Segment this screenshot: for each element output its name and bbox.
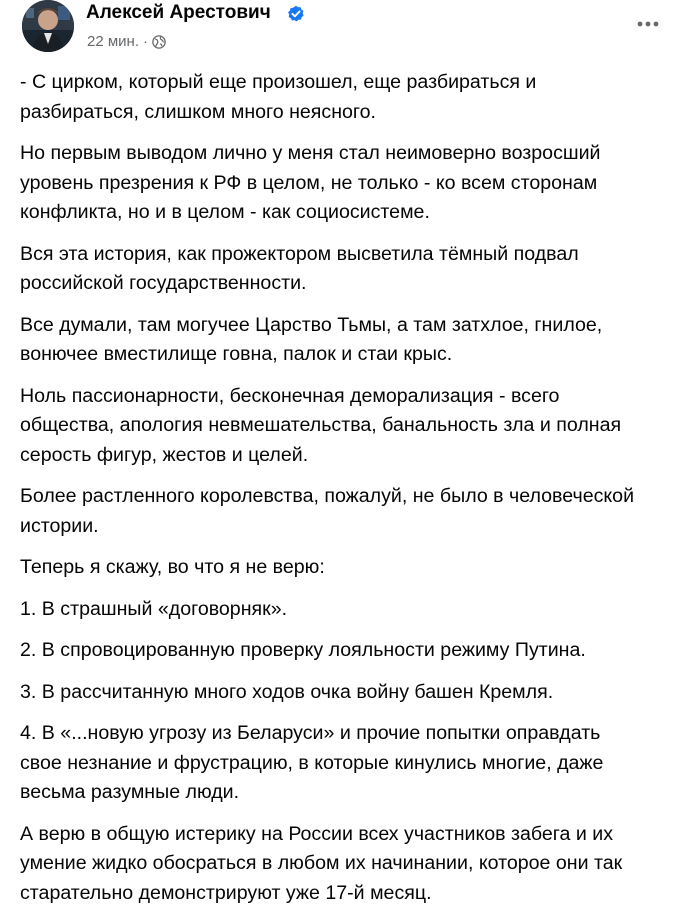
post-text-line: серость фигур, жестов и целей.: [20, 443, 309, 466]
post-text-line: 1. В страшный «договорняк».: [20, 597, 288, 620]
post-text-line: Теперь я скажу, во что я не верю:: [20, 556, 325, 578]
post-text-line: вонючее вместилище говна, палок и стаи крыс.: [20, 343, 453, 365]
post-paragraph: [20, 678, 680, 708]
post-paragraph: [20, 719, 680, 808]
post-text-line: разбираться, слишком много неясного.: [20, 100, 376, 123]
post-time[interactable]: 22 мин.: [87, 33, 139, 50]
avatar[interactable]: [22, 0, 74, 52]
post-text-line: Все думали, там могучее Царство Тьмы, а там затхлое, гнилое,: [20, 313, 603, 336]
meta-separator: ·: [143, 33, 148, 50]
post-text-line: А верю в общую истерику на России всех участников забега и их: [20, 822, 613, 845]
post-paragraph: [20, 382, 680, 471]
more-dots-icon: [636, 20, 660, 28]
post-text-line: конфликта, но и в целом - как социосистеме.: [20, 201, 430, 223]
post-text-line: - С цирком, который еще произошел, еще разбираться и: [20, 71, 537, 93]
post-paragraph: [20, 820, 680, 909]
post-text-line: 4. В «...новую угрозу из Беларуси» и прочие попытки оправдать: [20, 722, 601, 744]
post-paragraph: [20, 595, 680, 625]
verified-badge-icon: [287, 5, 305, 23]
post-text-line: Вся эта история, как прожектором высветила тёмный подвал: [20, 242, 579, 265]
post-text-line: умение жидко обосраться в любом их начинании, которое они так: [20, 852, 623, 874]
post-text-line: уровень презрения к РФ в целом, не только - ко всем сторонам: [20, 171, 598, 194]
post-paragraph: [20, 553, 680, 583]
post-header: [0, 0, 690, 62]
post-paragraph: [20, 311, 680, 370]
post-paragraph: [20, 68, 680, 127]
post-text-line: старательно демонстрируют уже 17-й месяц.: [20, 881, 432, 904]
post-text-line: российской государственности.: [20, 272, 307, 294]
post-text-line: истории.: [20, 514, 99, 537]
post-paragraph: [20, 139, 680, 228]
avatar-image: [22, 0, 74, 52]
post-text-line: 3. В рассчитанную много ходов очка войну башен Кремля.: [20, 680, 554, 703]
post-text-line: весьма разумные люди.: [20, 781, 240, 803]
post-paragraph: [20, 636, 680, 666]
post-paragraph: [20, 240, 680, 299]
post-text-line: общества, апология невмешательства, банальность зла и полная: [20, 414, 622, 436]
more-options-button[interactable]: [630, 10, 666, 38]
post-text-line: Ноль пассионарности, бесконечная деморализация - всего: [20, 384, 560, 407]
post-text: [20, 68, 680, 920]
post-text-line: Но первым выводом лично у меня стал неимоверно возросший: [20, 142, 601, 164]
globe-icon: [152, 35, 166, 49]
author-name[interactable]: Алексей Арестович: [86, 2, 271, 23]
post-text-line: свое незнание и фрустрацию, в которые кинулись многие, даже: [20, 751, 604, 774]
post-meta: [87, 33, 166, 50]
post-paragraph: [20, 482, 680, 541]
post-text-line: Более растленного королевства, пожалуй, не было в человеческой: [20, 485, 635, 507]
post-text-line: 2. В спровоцированную проверку лояльности режиму Путина.: [20, 639, 586, 661]
